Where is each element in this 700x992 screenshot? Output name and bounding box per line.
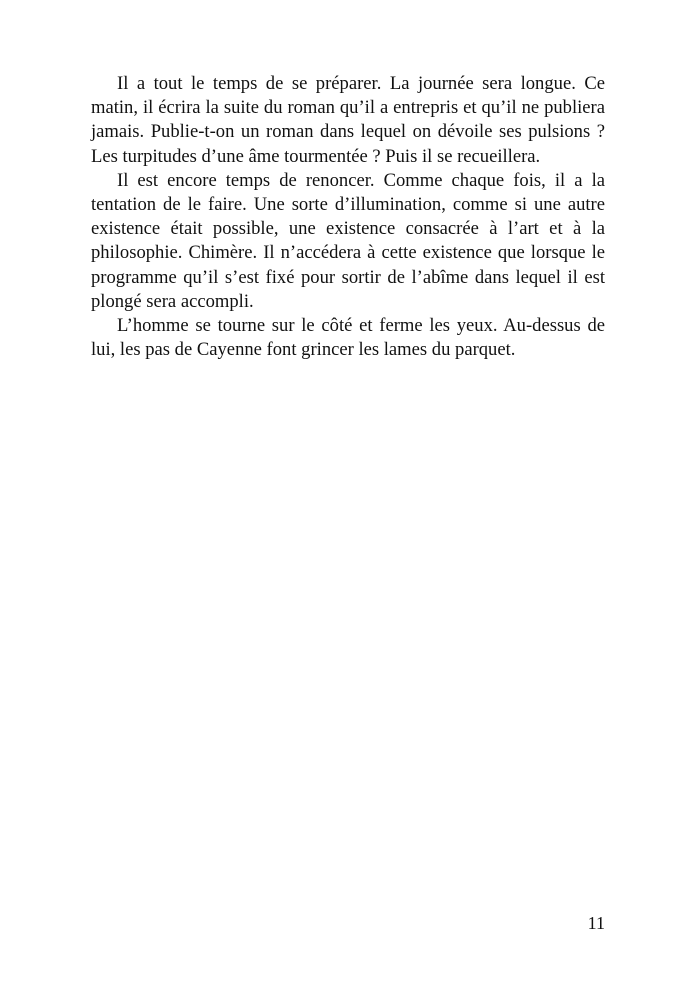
paragraph-2: Il est encore temps de renoncer. Comme chaque fois, il a la tentation de le faire. Une sorte d’illumination, comme si une autre existence était possible, une existence consacrée à l’art et à la philosophie. Chimère. Il n’accédera à cette existence que lorsque le programme qu’il s’est fixé pour sortir de l’abîme dans lequel il est plongé sera accompli.: [91, 169, 605, 312]
paragraph-1: Il a tout le temps de se préparer. La journée sera longue. Ce matin, il écrira la suite du roman qu’il a entrepris et qu’il ne publiera jamais. Publie-t-on un roman dans lequel on dévoile ses pulsions ? Les turpitudes d’une âme tourmentée ? Puis il se recueillera.: [91, 73, 605, 167]
paragraph-3: L’homme se tourne sur le côté et ferme les yeux. Au-dessus de lui, les pas de Cayenne font grincer les lames du parquet.: [91, 315, 605, 361]
body-text: [91, 72, 605, 362]
page-number: 11: [587, 913, 605, 933]
